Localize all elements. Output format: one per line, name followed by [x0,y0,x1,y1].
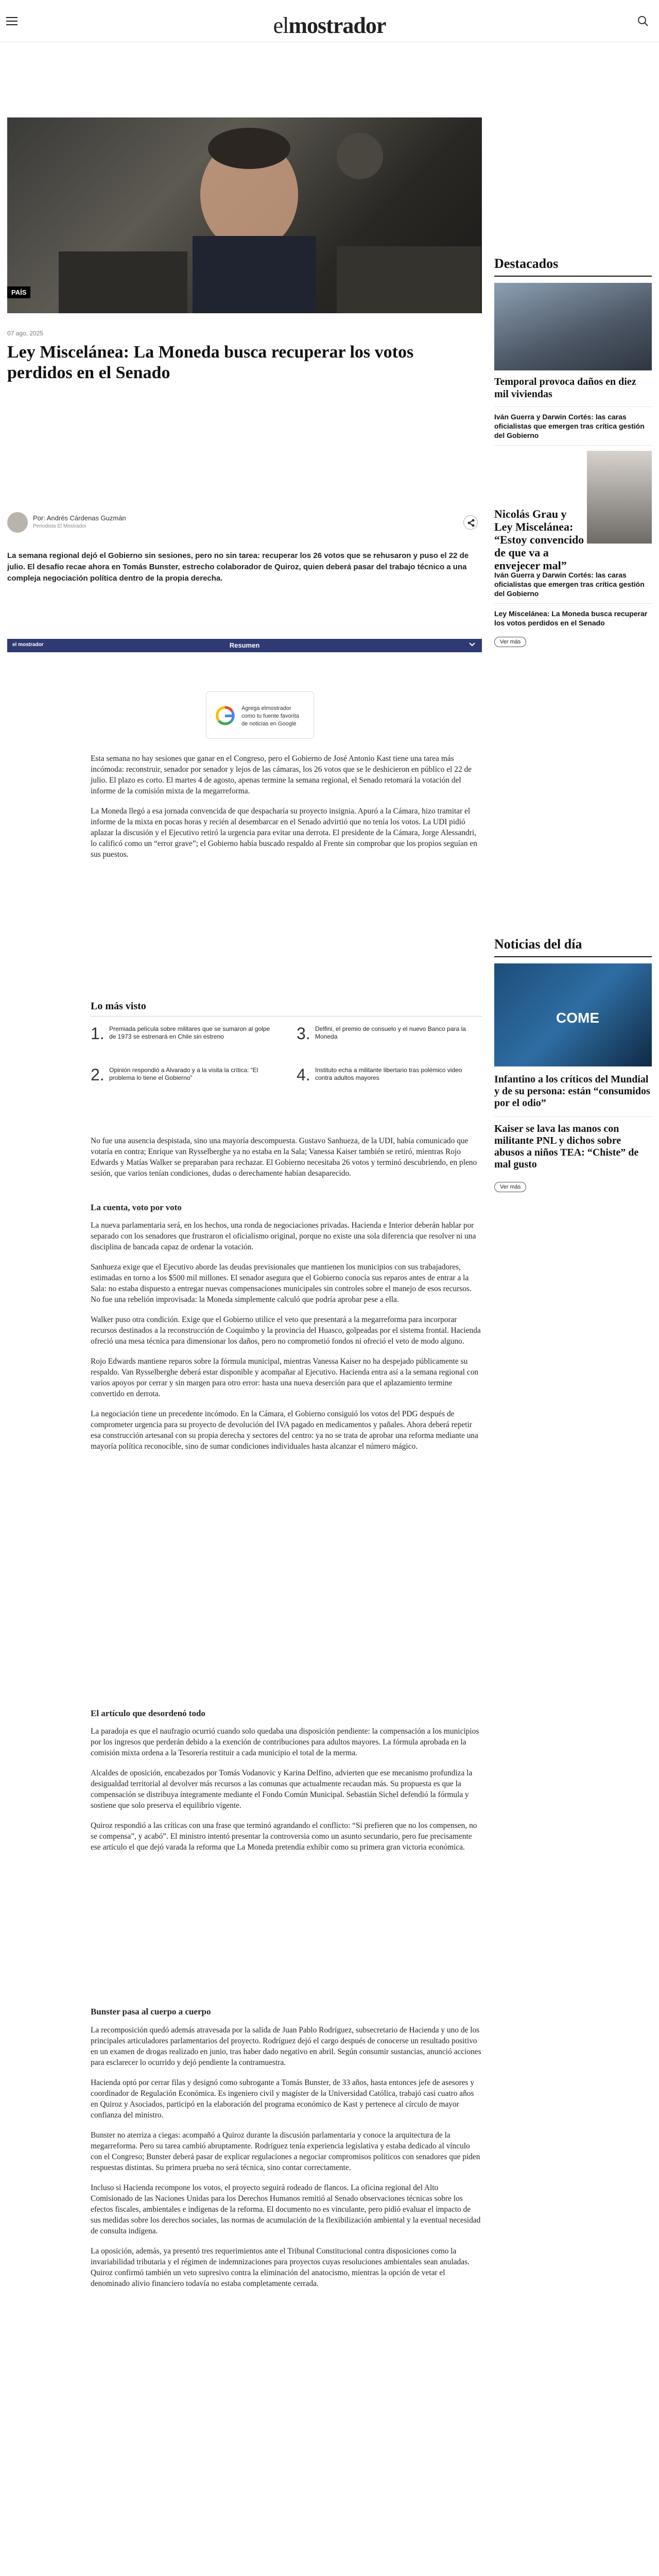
paragraph: La nueva parlamentaria será, en los hechos, una ronda de negociaciones privadas. Hacienda e Interior deberán hablar por separado con los senadores que frustraron el oficialismo original, porque no existe una sola diferencia que resolver ni una disciplina de bancada capaz de ordenar la votación. [91,1221,476,1251]
author-block [7,512,482,533]
paragraph: Bunster no aterriza a ciegas: acompañó a Quiroz durante la discusión parlamentaria y conoce la arquitectura de la megarreforma. Pero su tarea cambió abruptamente. Rodríguez tenía experiencia legislativa y estaba dedicado al vínculo con el Congreso; Bunster deberá pasar de explicar regulaciones a negociar compromisos políticos con senadores que piden respuestas distintas. Su primera prueba no será técnica, sino contar correctamente. [91,2131,480,2172]
article-body-2 [91,1136,482,1188]
author-name[interactable]: Por: Andrés Cárdenas Guzmán [33,514,126,522]
rank-number: 4. [297,1065,310,1084]
summary-bar[interactable] [7,639,482,652]
sidebar-link[interactable]: Ley Miscelánea: La Moneda busca recuperar los votos perdidos en el Senado [494,609,648,627]
sidebar-feature[interactable] [494,451,652,572]
paragraph: La oposición, además, ya presentó tres requerimientos ante el Tribunal Constitucional contra disposiciones como la invariabilidad tributaria y el régimen de indemnizaciones para proyectos cuyas resoluciones ambientales sean anuladas. Quiroz confirmó también un veto supresivo contra la eliminación del anatocismo, mientras la opción de vetar el denominado alivio financiero todavía no estaba completamente cerrada. [91,2247,470,2288]
rank-number: 1. [91,1024,105,1043]
section-badge[interactable]: PAÍS [7,286,30,298]
paragraph: Sanhueza exige que el Ejecutivo aborde las deudas previsionales que mantienen los municipios con sus trabajadores, estimadas en torno a los $500 mil millones. El senador asegura que el Gobierno conocía sus reparos antes de entrar a la Sala: no estaba dispuesto a entregar nuevas compensaciones municipales sin controles sobre el manejo de esos recursos. No fue una rebelión improvisada: la Moneda simplemente calculó que podría aprobar pese a ella. [91,1263,472,1304]
author-role: Periodista El Mostrador [33,523,86,529]
hero-image [7,117,482,313]
rank-number: 3. [297,1024,310,1043]
summary-label: Resumen [229,641,260,649]
paragraph: La paradoja es que el naufragio ocurrió cuando solo quedaba una disposición pendiente: la compensación a los municipios por los ingresos que perderán debido a la exención de contribuciones para adultos mayores. La fórmula aprobada en la comisión mixta ordena a la Tesorería restituir a cada municipio el total de la merma. [91,1727,479,1757]
section-heading: El artículo que desordenó todo [91,1708,205,1718]
sidebar-link[interactable]: Infantino a los críticos del Mundial y de su persona: están “consumidos por el odio” [494,1066,652,1117]
paragraph: Quiroz respondió a las críticas con una frase que terminó agrandando el conflicto: “Si prefieren que no los compensen, no se compensa”, y acabó”. El ministro intentó presentar la controversia como un asunto secundario, pero fue precisamente ese artículo el que dejó varada la reforma que La Moneda pretendía exhibir como su primera gran victoria económica. [91,1821,477,1852]
list-item-title: Instituto echa a militante libertario tras polémico video contra adultos mayores [315,1066,462,1081]
sidebar-heading: Destacados [494,256,652,277]
article-title: Ley Miscelánea: La Moneda busca recuperar los votos perdidos en el Senado [7,343,414,382]
sidebar-link[interactable]: Iván Guerra y Darwin Cortés: las caras oficialistas que emergen tras crítica gestión del Gobierno [494,407,652,446]
section-heading: Bunster pasa al cuerpo a cuerpo [91,2007,211,2016]
paragraph: Hacienda optó por cerrar filas y designó como subrogante a Tomás Bunster, de 33 años, hasta entonces jefe de asesores y coordinador de Regulación Económica. Es ingeniero civil y magíster de la Universidad Católica, trabajó casi cuatro años en Quiroz y Asociados, participó en la elaboración del programa económico de Kast y pertenece al círculo de mayor confianza del ministro. [91,2078,475,2120]
ver-mas-button[interactable]: Ver más [494,1182,526,1192]
gnews-line3: de noticias en Google [241,721,297,727]
section-heading: La cuenta, voto por voto [91,1202,182,1212]
gnews-line2: como tu fuente favorita [241,713,299,719]
list-item-title: Delfini, el premio de consuelo y el nuevo Banco para la Moneda [315,1025,466,1040]
paragraph: Rojo Edwards mantiene reparos sobre la fórmula municipal, mientras Vanessa Kaiser no ha despejado públicamente su respaldo. Van Rysselberghe deberá estar disponible y acompañar al Ejecutivo. Hacienda entra así a la semana regional con varios apoyos por cerrar y sin margen para otro error: hasta una nueva deserción para que el aplazamiento termine convertido en derrota. [91,1357,479,1398]
article-body-4 [91,1726,482,1862]
most-viewed-list [91,1025,482,1103]
sidebar-noticias [494,937,652,1191]
ver-mas-button[interactable]: Ver más [494,637,526,647]
site-logo[interactable] [0,12,659,39]
google-logo-icon [214,704,236,727]
paragraph: Esta semana no hay sesiones que ganar en el Congreso, pero el Gobierno de José Antonio Kast tiene una tarea más incómoda: reconstruir, senador por senador y lejos de las cámaras, los 26 votos que se le deshicieron en público el 22 de julio. El plazo es corto. El martes 4 de agosto, apenas termine la semana regional, el Senado retomará la votación del informe de la comisión mixta de la megarreforma. [91,754,472,795]
image-text: COME [556,1010,599,1026]
article-body-3 [91,1220,482,1461]
paragraph: La recomposición quedó además atravesada por la salida de Juan Pablo Rodríguez, subsecretario de Hacienda y uno de los principales articuladores parlamentarios del proyecto. Rodríguez dejó el cargo después de conocerse un resultado positivo en un examen de drogas realizado en junio, tras haber dado negativo en abril. Según consumir sustancias, anunció acciones para esclarecer lo ocurrido y dejó pendiente la contramuestra. [91,2026,481,2067]
sidebar-heading: Noticias del día [494,937,652,957]
sidebar-link[interactable]: Temporal provoca daños en diez mil viviendas [494,370,652,407]
sidebar-link: Nicolás Grau y Ley Miscelánea: “Estoy convencido de que va a envejecer mal” [494,507,584,572]
search-icon[interactable] [636,14,650,28]
logo-prefix: el [273,13,289,38]
logo-main: mostrador [288,13,386,38]
list-item-title: Opinión respondió a Alvarado y a la visita la crítica: “El problema lo tiene el Gobierno” [109,1066,258,1081]
most-viewed-title: Lo más visto [91,1001,146,1012]
list-item-title: Premiada película sobre militares que se sumaron al golpe de 1973 se estrenará en Chile sin estreno [109,1025,270,1040]
article-date: 07 ago, 2025 [7,330,44,337]
thumbnail [587,451,652,544]
article-lead: La semana regional dejó el Gobierno sin sesiones, pero no sin tarea: recuperar los 26 votos que se rehusaron y puso el 22 de julio. El desafío recae ahora en Tomás Bunster, estrecho colaborador de Quiroz, quien deberá pasar del trabajo técnico a una compleja negociación política dentro de la propia derecha. [7,551,469,583]
thumbnail[interactable] [494,283,652,370]
article-body-1 [91,753,482,869]
article-body-5 [91,2025,482,2298]
sidebar-destacados [494,256,652,646]
google-news-badge[interactable] [206,691,314,739]
sidebar-link[interactable]: Iván Guerra y Darwin Cortés: las caras oficialistas que emergen tras crítica gestión del Gobierno [494,554,652,604]
paragraph: La negociación tiene un precedente incómodo. En la Cámara, el Gobierno consiguió los votos del PDG después de comprometer urgencia para su proyecto de devolución del IVA pagado en medicamentos y pañales. Ahora deberá repetir esa construcción artesanal con su propia derecha y sectores del centro: ya no se trata de aprobar una reforma mediante una mayoría política reconocible, sino de sumar condiciones individuales hasta alcanzar el número mágico. [91,1410,478,1451]
gnews-line1: Agrega elmostrador [241,705,291,711]
thumbnail[interactable] [494,963,652,1066]
paragraph: Walker puso otra condición. Exige que el Gobierno utilice el veto que presentará a la megarreforma para incorporar recursos destinados a la reconstrucción de Coquimbo y la provincia del Huasco, golpeadas por el sistema frontal. Hacienda ofreció una mesa técnica para dimensionar los daños, pero no comprometió fondos ni ofreció el veto de modo alguno. [91,1315,481,1346]
paragraph: No fue una ausencia despistada, sino una mayoría descompuesta. Gustavo Sanhueza, de la UDI, había comunicado que votaría en contra; Enrique van Rysselberghe ya no estaba en la Sala; Vanessa Kaiser también se retiró, mientras Rojo Edwards y Matías Walker se preparaban para rechazar. El Gobierno necesitaba 26 votos y terminó descubriendo, en pleno sesión, que varios tenían condiciones, dudas o derechamente habían desaparecido. [91,1137,477,1178]
chevron-down-icon [469,641,476,650]
paragraph: Alcaldes de oposición, encabezados por Tomás Vodanovic y Karina Delfino, advierten que ese mecanismo profundiza la desigualdad territorial al devolver más recursos a las comunas que actualmente recaudan más. Su propuesta es que la compensación se distribuya íntegramente mediante el Fondo Común Municipal. Sebastián Sichel defendió la fórmula y sostiene que solo preserva el equilibrio vigente. [91,1769,473,1810]
avatar [7,512,28,533]
paragraph: La Moneda llegó a esa jornada convencida de que despacharía su proyecto insignia. Apuró a la Cámara, hizo tramitar el informe de la mixta en pocas horas y recién al desembarcar en el Senado advirtió que no tenía los votos. La UDI pidió aplazar la discusión y el Ejecutivo retiró la urgencia para evitar una derrota. El presidente de la Cámara, Jorge Alessandri, lo calificó como un “error grave”; el Gobierno había buscado respaldo al Frente sin comprobar que los propios seguían en sus puestos. [91,807,477,859]
paragraph: Incluso si Hacienda recompone los votos, el proyecto seguirá rodeado de flancos. La oficina regional del Alto Comisionado de las Naciones Unidas para los Derechos Humanos remitió al Senado observaciones técnicas sobre los efectos fiscales, ambientales e indígenas de la reforma. El documento no es vinculante, pero pidió evaluar el impacto de sus medidas sobre los derechos sociales, las normas de acumulación de la flexibilización ambiental y la eventual necesidad de consulta indígena. [91,2183,481,2235]
summary-brand: el mostrador [12,642,44,648]
share-icon[interactable] [463,515,478,530]
rank-number: 2. [91,1065,105,1084]
sidebar-link[interactable]: Kaiser se lava las manos con militante PNL y dichos sobre abusos a niños TEA: “Chiste” de mal gusto [494,1123,639,1170]
